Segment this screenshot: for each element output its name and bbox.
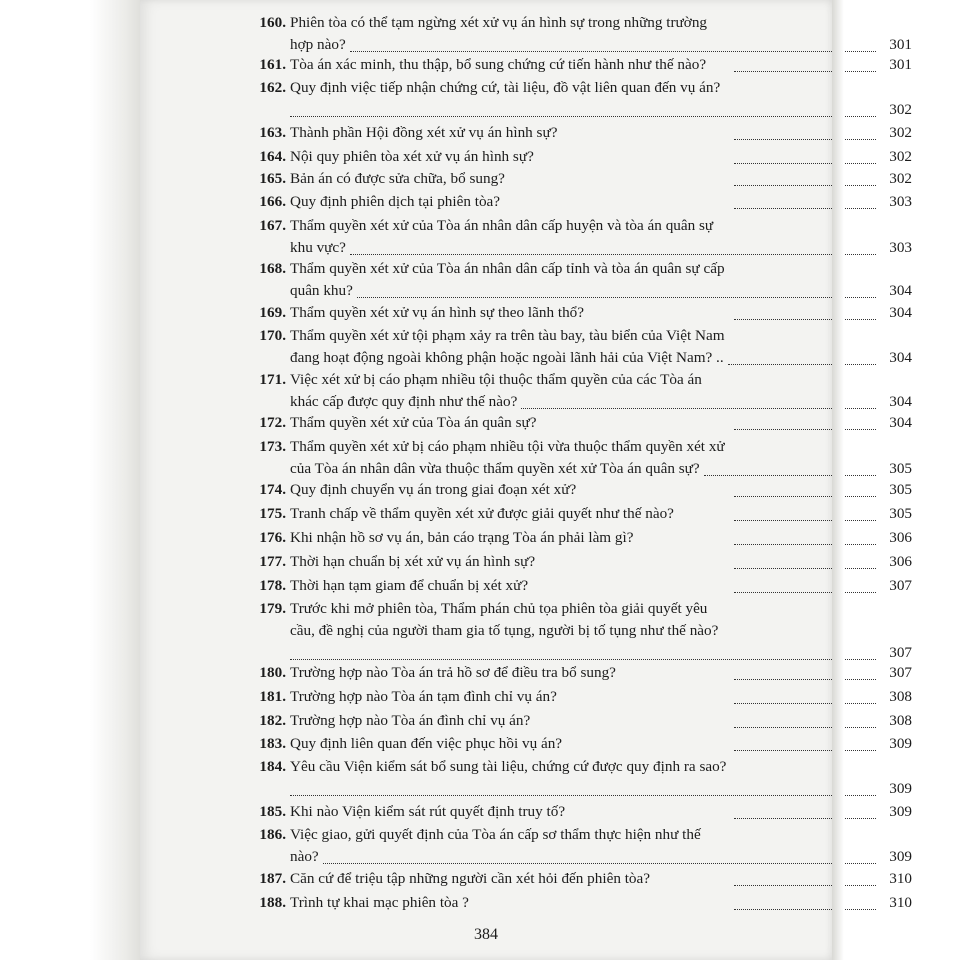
entry-number: 180.	[259, 664, 286, 681]
entry-page: 303	[889, 239, 912, 256]
entry-number: 160.	[259, 14, 286, 31]
toc-entry	[240, 870, 920, 892]
leader-dots	[734, 749, 876, 751]
entry-number: 169.	[259, 304, 286, 321]
leader-dots	[290, 658, 876, 660]
entry-page: 307	[889, 664, 912, 681]
leader-dots	[734, 162, 876, 164]
toc-entry	[240, 14, 920, 58]
entry-title-continued: đang hoạt động ngoài không phận hoặc ngoài lãnh hải của Việt Nam? ..	[290, 349, 724, 366]
entry-number: 186.	[259, 826, 286, 843]
toc-entry	[240, 304, 920, 326]
leader-dots	[734, 702, 876, 704]
entry-title: Trường hợp nào Tòa án trả hồ sơ để điều tra bổ sung?	[290, 664, 616, 681]
toc-entry	[240, 260, 920, 304]
leader-dots	[734, 138, 876, 140]
entry-number: 162.	[259, 79, 286, 96]
entry-title-continued: hợp nào?	[290, 36, 346, 53]
entry-page: 306	[889, 553, 912, 570]
entry-title: Khi nào Viện kiểm sát rút quyết định truy tố?	[290, 803, 566, 820]
entry-number: 165.	[259, 170, 286, 187]
toc-entry	[240, 327, 920, 371]
leader-dots	[357, 296, 876, 298]
entry-number: 166.	[259, 193, 286, 210]
entry-title: Việc xét xử bị cáo phạm nhiều tội thuộc thẩm quyền của các Tòa án	[290, 371, 702, 388]
leader-dots	[734, 318, 876, 320]
entry-title: Quy định chuyển vụ án trong giai đoạn xét xử?	[290, 481, 577, 498]
entry-title: Phiên tòa có thể tạm ngừng xét xử vụ án hình sự trong những trường	[290, 14, 708, 31]
leader-dots	[734, 207, 876, 209]
entry-title-continued: nào?	[290, 848, 319, 865]
facing-page-edge	[90, 0, 140, 960]
entry-page: 306	[889, 529, 912, 546]
entry-title: Thẩm quyền xét xử của Tòa án quân sự?	[290, 414, 537, 431]
entry-number: 170.	[259, 327, 286, 344]
entry-number: 177.	[259, 553, 286, 570]
leader-dots	[521, 407, 876, 409]
leader-dots	[734, 428, 876, 430]
leader-dots	[734, 519, 876, 521]
entry-title: Thẩm quyền xét xử tội phạm xảy ra trên tàu bay, tàu biển của Việt Nam	[290, 327, 725, 344]
leader-dots	[734, 884, 876, 886]
entry-page: 301	[889, 36, 912, 53]
leader-dots	[734, 543, 876, 545]
toc-entry	[240, 826, 920, 870]
entry-title: Quy định phiên dịch tại phiên tòa?	[290, 193, 501, 210]
entry-number: 172.	[259, 414, 286, 431]
entry-title: Quy định liên quan đến việc phục hồi vụ án?	[290, 735, 563, 752]
toc-entry	[240, 712, 920, 734]
entry-number: 175.	[259, 505, 286, 522]
toc-entry	[240, 217, 920, 261]
leader-dots	[290, 115, 876, 117]
page-number: 384	[474, 926, 498, 943]
entry-page: 307	[889, 577, 912, 594]
entry-title: Thành phần Hội đồng xét xử vụ án hình sự?	[290, 124, 558, 141]
entry-page: 309	[889, 735, 912, 752]
leader-dots	[734, 591, 876, 593]
toc-entry	[240, 577, 920, 599]
leader-dots	[350, 253, 876, 255]
leader-dots	[734, 817, 876, 819]
entry-title: Căn cứ để triệu tập những người cần xét hỏi đến phiên tòa?	[290, 870, 650, 887]
entry-title: Tranh chấp về thẩm quyền xét xử được giải quyết như thế nào?	[290, 505, 674, 522]
entry-title: Thời hạn tạm giam để chuẩn bị xét xử?	[290, 577, 529, 594]
entry-number: 185.	[259, 803, 286, 820]
entry-title: Trường hợp nào Tòa án đình chỉ vụ án?	[290, 712, 531, 729]
toc-entry	[240, 438, 920, 482]
toc-entry	[240, 371, 920, 415]
leader-dots	[704, 474, 876, 476]
entry-page: 309	[889, 803, 912, 820]
entry-number: 184.	[259, 758, 286, 775]
entry-page: 304	[889, 349, 912, 366]
entry-title: Thời hạn chuẩn bị xét xử vụ án hình sự?	[290, 553, 536, 570]
entry-number: 174.	[259, 481, 286, 498]
entry-number: 168.	[259, 260, 286, 277]
entry-title: Trình tự khai mạc phiên tòa ?	[290, 894, 469, 911]
entry-number: 176.	[259, 529, 286, 546]
entry-page: 305	[889, 460, 912, 477]
page-shadow-edge	[832, 0, 844, 960]
entry-title-continued: quân khu?	[290, 282, 353, 299]
entry-number: 188.	[259, 894, 286, 911]
entry-title-continued: khu vực?	[290, 239, 346, 256]
entry-page: 302	[889, 170, 912, 187]
entry-title: Tòa án xác minh, thu thập, bổ sung chứng cứ tiến hành như thế nào?	[290, 56, 707, 73]
toc-entry	[240, 170, 920, 192]
entry-title: Thẩm quyền xét xử bị cáo phạm nhiều tội vừa thuộc thẩm quyền xét xử	[290, 438, 725, 455]
entry-page: 305	[889, 505, 912, 522]
entry-page: 302	[889, 124, 912, 141]
entry-number: 187.	[259, 870, 286, 887]
entry-title-continued: cầu, đề nghị của người tham gia tố tụng, người bị tố tụng như thế nào?	[290, 622, 719, 639]
leader-dots	[734, 726, 876, 728]
entry-title: Việc giao, gửi quyết định của Tòa án cấp sơ thẩm thực hiện như thế	[290, 826, 701, 843]
entry-number: 161.	[259, 56, 286, 73]
leader-dots	[290, 794, 876, 796]
toc-entry	[240, 481, 920, 503]
toc-entry	[240, 894, 920, 916]
leader-dots	[734, 567, 876, 569]
toc-entry	[240, 124, 920, 146]
entry-title: Yêu cầu Viện kiểm sát bổ sung tài liệu, chứng cứ được quy định ra sao?	[290, 758, 727, 775]
entry-number: 182.	[259, 712, 286, 729]
entry-title: Trường hợp nào Tòa án tạm đình chỉ vụ án?	[290, 688, 557, 705]
entry-page: 307	[889, 644, 912, 661]
leader-dots	[734, 184, 876, 186]
entry-number: 173.	[259, 438, 286, 455]
entry-title: Quy định việc tiếp nhận chứng cứ, tài liệu, đồ vật liên quan đến vụ án?	[290, 79, 721, 96]
entry-page: 309	[889, 780, 912, 797]
toc-entry	[240, 148, 920, 170]
leader-dots	[734, 495, 876, 497]
toc-entry	[240, 803, 920, 825]
entry-title-continued: của Tòa án nhân dân vừa thuộc thẩm quyền xét xử Tòa án quân sự?	[290, 460, 700, 477]
leader-dots	[734, 678, 876, 680]
book-page	[140, 0, 912, 960]
entry-number: 163.	[259, 124, 286, 141]
toc-entry	[240, 79, 920, 123]
toc-entry	[240, 600, 920, 666]
entry-number: 171.	[259, 371, 286, 388]
entry-title: Thẩm quyền xét xử của Tòa án nhân dân cấp tỉnh và tòa án quân sự cấp	[290, 260, 725, 277]
entry-page: 308	[889, 712, 912, 729]
entry-title: Thẩm quyền xét xử của Tòa án nhân dân cấp huyện và tòa án quân sự	[290, 217, 714, 234]
entry-number: 179.	[259, 600, 286, 617]
entry-number: 178.	[259, 577, 286, 594]
entry-number: 164.	[259, 148, 286, 165]
entry-page: 303	[889, 193, 912, 210]
entry-number: 181.	[259, 688, 286, 705]
entry-title-continued: khác cấp được quy định như thế nào?	[290, 393, 518, 410]
toc-entry	[240, 553, 920, 575]
toc-entry	[240, 735, 920, 757]
toc-entry	[240, 758, 920, 802]
toc-entry	[240, 688, 920, 710]
entry-page: 308	[889, 688, 912, 705]
entry-page: 310	[889, 870, 912, 887]
entry-number: 167.	[259, 217, 286, 234]
toc-entry	[240, 414, 920, 436]
entry-page: 305	[889, 481, 912, 498]
entry-title: Khi nhận hồ sơ vụ án, bản cáo trạng Tòa án phải làm gì?	[290, 529, 634, 546]
toc-entry	[240, 56, 920, 78]
entry-page: 302	[889, 101, 912, 118]
toc-entry	[240, 529, 920, 551]
entry-page: 302	[889, 148, 912, 165]
entry-page: 304	[889, 282, 912, 299]
entry-title: Bản án có được sửa chữa, bổ sung?	[290, 170, 505, 187]
entry-title: Nội quy phiên tòa xét xử vụ án hình sự?	[290, 148, 534, 165]
toc-entry	[240, 505, 920, 527]
leader-dots	[323, 862, 876, 864]
entry-number: 183.	[259, 735, 286, 752]
entry-page: 309	[889, 848, 912, 865]
entry-title: Thẩm quyền xét xử vụ án hình sự theo lãnh thổ?	[290, 304, 584, 321]
entry-title: Trước khi mở phiên tòa, Thẩm phán chủ tọa phiên tòa giải quyết yêu	[290, 600, 708, 617]
entry-page: 304	[889, 304, 912, 321]
entry-page: 304	[889, 393, 912, 410]
toc-entry	[240, 193, 920, 215]
leader-dots	[734, 70, 876, 72]
leader-dots	[350, 50, 876, 52]
leader-dots	[734, 908, 876, 910]
leader-dots	[728, 363, 876, 365]
entry-page: 304	[889, 414, 912, 431]
toc-entry	[240, 664, 920, 686]
entry-page: 310	[889, 894, 912, 911]
entry-page: 301	[889, 56, 912, 73]
